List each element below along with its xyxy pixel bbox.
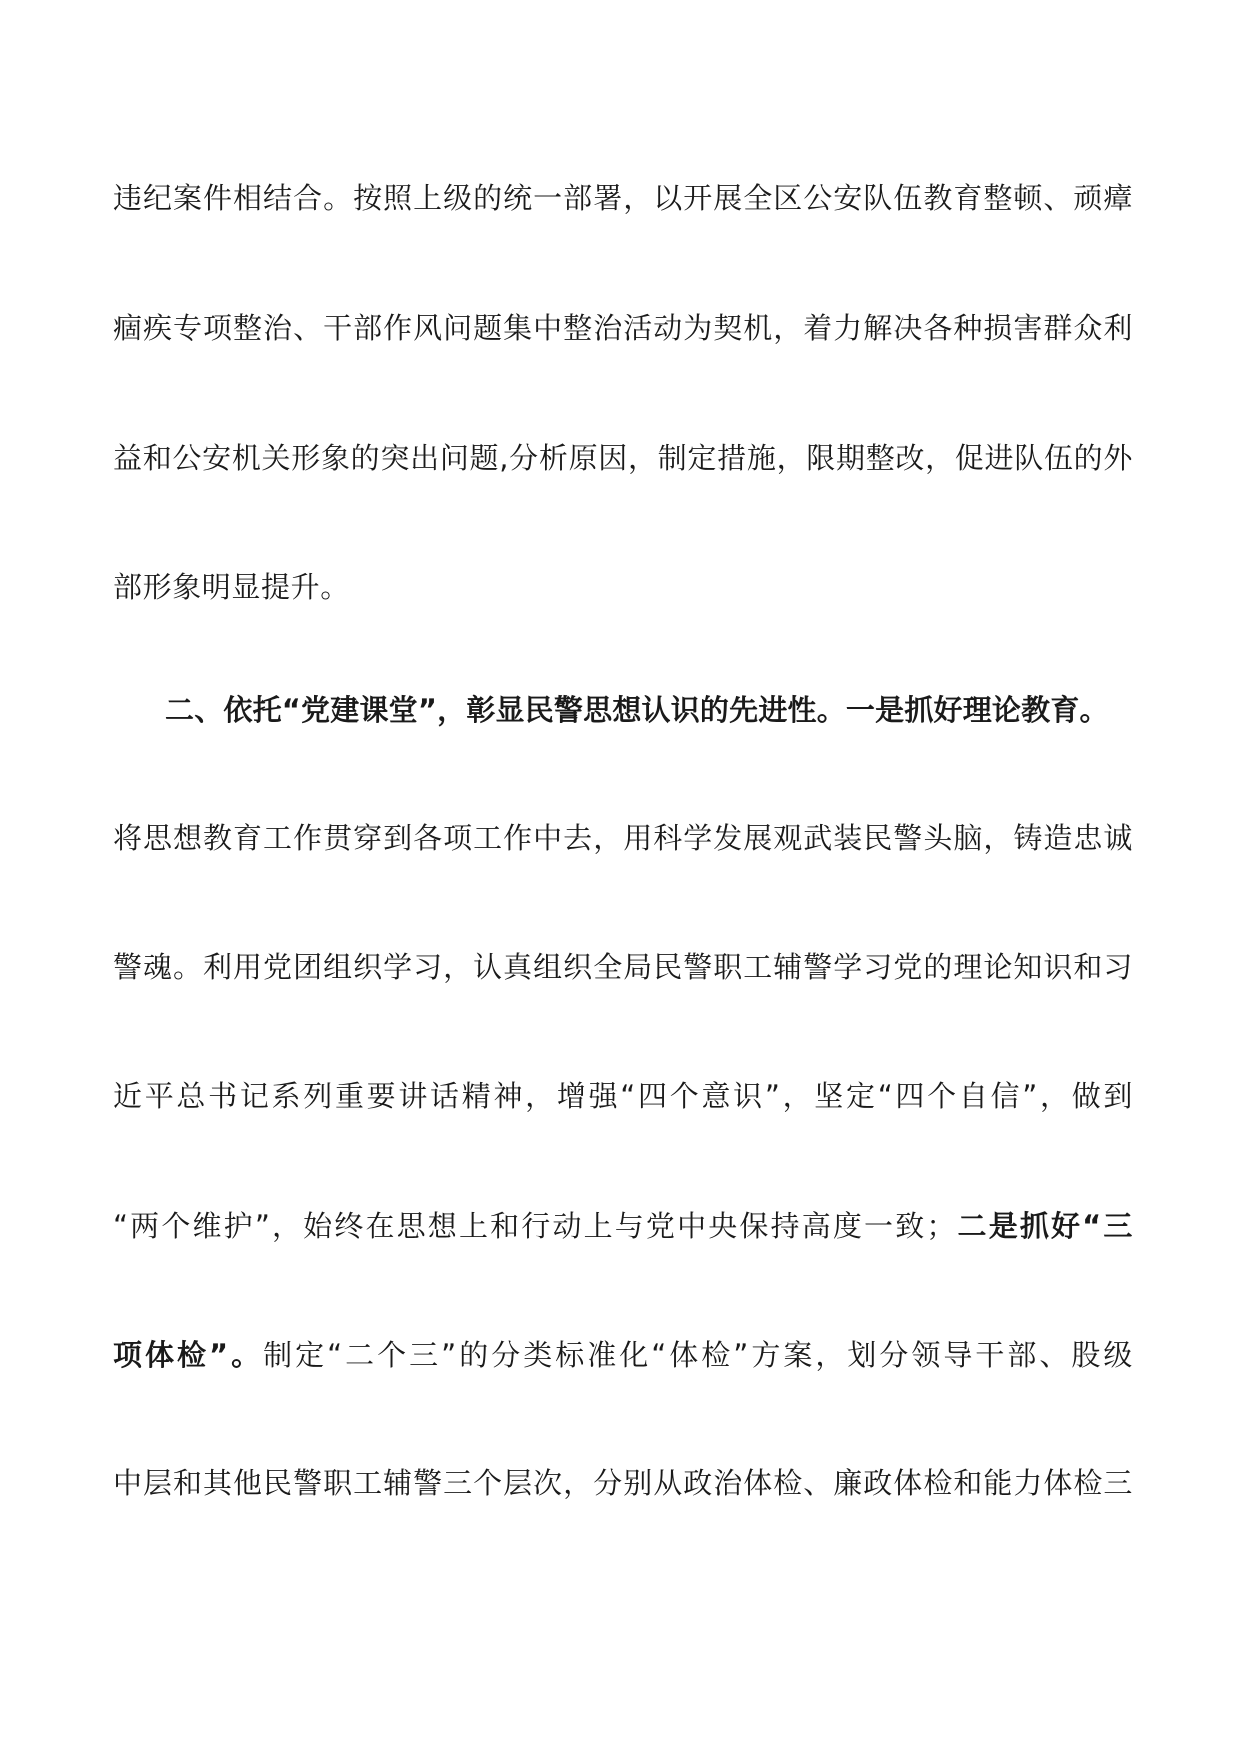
text-segment: 制定“二个三”的分类标准化“体检”方案，划分领导干部、股级 bbox=[263, 1338, 1134, 1372]
paragraph-line bbox=[113, 1325, 1133, 1385]
paragraph-line bbox=[113, 1196, 1133, 1256]
text-segment: 警魂。利用党团组织学习，认真组织全局民警职工辅警学习党的理论知识和习 bbox=[113, 950, 1133, 984]
text-segment: “两个维护”，始终在思想上和行动上与党中央保持高度一致； bbox=[113, 1209, 956, 1243]
text-segment: 部形象明显提升。 bbox=[113, 570, 350, 604]
paragraph-line bbox=[113, 298, 1133, 358]
paragraph-line bbox=[113, 557, 1133, 617]
bold-lead-phrase: 二是抓好“三 bbox=[955, 1209, 1133, 1243]
text-segment: 近平总书记系列重要讲话精神，增强“四个意识”，坚定“四个自信”，做到 bbox=[113, 1079, 1133, 1113]
paragraph-line bbox=[113, 937, 1133, 997]
text-segment: 痼疾专项整治、干部作风问题集中整治活动为契机，着力解决各种损害群众利 bbox=[113, 311, 1133, 345]
paragraph-line bbox=[113, 808, 1133, 868]
paragraph-line bbox=[113, 168, 1133, 228]
text-segment: 益和公安机关形象的突出问题,分析原因，制定措施，限期整改，促进队伍的外 bbox=[113, 441, 1133, 475]
paragraph-line bbox=[113, 1066, 1133, 1126]
section-heading bbox=[113, 680, 1185, 740]
heading-text: 二、依托“党建课堂”，彰显民警思想认识的先进性。一是抓好理论教育。 bbox=[165, 693, 1109, 727]
paragraph-line bbox=[113, 1453, 1133, 1513]
paragraph-line bbox=[113, 428, 1133, 488]
text-segment: 中层和其他民警职工辅警三个层次，分别从政治体检、廉政体检和能力体检三 bbox=[113, 1466, 1133, 1500]
text-segment: 违纪案件相结合。按照上级的统一部署，以开展全区公安队伍教育整顿、顽瘴 bbox=[113, 181, 1133, 215]
text-segment: 将思想教育工作贯穿到各项工作中去，用科学发展观武装民警头脑，铸造忠诚 bbox=[113, 821, 1133, 855]
bold-lead-phrase: 项体检”。 bbox=[113, 1338, 264, 1372]
